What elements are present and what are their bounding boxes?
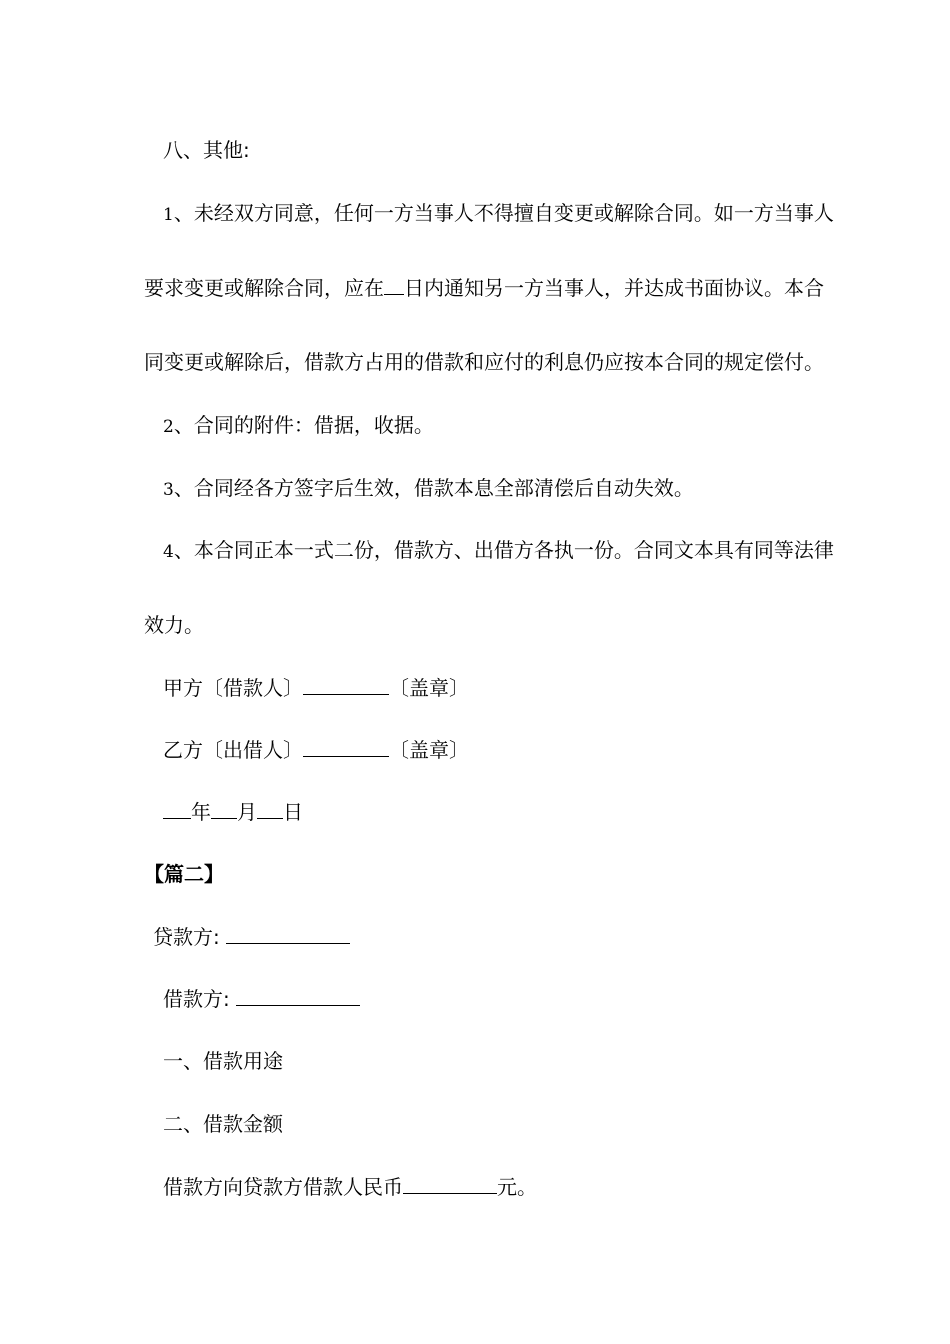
month-label: 月 bbox=[237, 800, 257, 824]
item-4-text-1: 、本合同正本一式二份，借款方、出借方各执一份。合同文本具有同等法律 bbox=[173, 538, 834, 562]
loan-amount-line bbox=[163, 1175, 537, 1199]
part-2-heading bbox=[144, 862, 224, 886]
item-1-text-2a: 要求变更或解除合同，应在 bbox=[144, 276, 384, 300]
clause-2-heading bbox=[163, 1112, 283, 1136]
borrower-field bbox=[163, 987, 360, 1011]
item-2 bbox=[163, 413, 434, 439]
clause-1-heading bbox=[163, 1049, 283, 1073]
item-3-number: 3 bbox=[163, 480, 174, 500]
party-a-label: 甲方〔借款人〕 bbox=[163, 676, 303, 700]
day-label: 日 bbox=[283, 800, 303, 824]
party-b-label: 乙方〔出借人〕 bbox=[163, 738, 303, 762]
borrower-label: 借款方: bbox=[163, 987, 230, 1011]
party-b-blank bbox=[303, 738, 389, 757]
item-1-number: 1 bbox=[163, 205, 174, 225]
item-2-text: 、合同的附件：借据，收据。 bbox=[173, 413, 434, 437]
part-2-heading-text: 【篇二】 bbox=[144, 862, 224, 886]
loan-amount-blank bbox=[403, 1175, 497, 1194]
day-blank bbox=[257, 800, 283, 819]
item-4-number: 4 bbox=[163, 542, 174, 562]
item-3-text: 、合同经各方签字后生效，借款本息全部清偿后自动失效。 bbox=[173, 476, 694, 500]
item-2-number: 2 bbox=[163, 417, 174, 437]
clause-2-text: 二、借款金额 bbox=[163, 1112, 283, 1136]
party-a-seal: 〔盖章〕 bbox=[389, 676, 469, 700]
item-1-line-2 bbox=[144, 276, 824, 300]
loan-amount-unit: 元。 bbox=[497, 1175, 537, 1199]
month-blank bbox=[211, 800, 237, 819]
party-b-seal: 〔盖章〕 bbox=[389, 738, 469, 762]
lender-blank bbox=[226, 925, 350, 944]
item-4-line-2 bbox=[144, 613, 204, 637]
clause-1-text: 一、借款用途 bbox=[163, 1049, 283, 1073]
party-b-signature bbox=[163, 738, 469, 762]
borrower-blank bbox=[236, 987, 360, 1006]
item-4-text-2: 效力。 bbox=[144, 613, 204, 637]
item-1-text-1: 、未经双方同意，任何一方当事人不得擅自变更或解除合同。如一方当事人 bbox=[173, 201, 834, 225]
section-heading-text: 八、其他: bbox=[163, 138, 250, 162]
item-1-line-3 bbox=[144, 350, 824, 374]
loan-amount-text: 借款方向贷款方借款人民币 bbox=[163, 1175, 403, 1199]
section-heading-other bbox=[163, 138, 250, 162]
item-1-text-2b: 日内通知另一方当事人，并达成书面协议。本合 bbox=[404, 276, 824, 300]
year-blank bbox=[163, 800, 191, 819]
item-3 bbox=[163, 476, 694, 502]
lender-field bbox=[153, 925, 350, 949]
signing-date bbox=[163, 800, 303, 824]
lender-label: 贷款方: bbox=[153, 925, 220, 949]
year-label: 年 bbox=[191, 800, 211, 824]
item-4-line-1 bbox=[163, 538, 834, 564]
party-a-blank bbox=[303, 676, 389, 695]
days-blank bbox=[384, 276, 404, 295]
item-1-text-3: 同变更或解除后，借款方占用的借款和应付的利息仍应按本合同的规定偿付。 bbox=[144, 350, 824, 374]
party-a-signature bbox=[163, 676, 469, 700]
item-1-line-1 bbox=[163, 201, 834, 227]
